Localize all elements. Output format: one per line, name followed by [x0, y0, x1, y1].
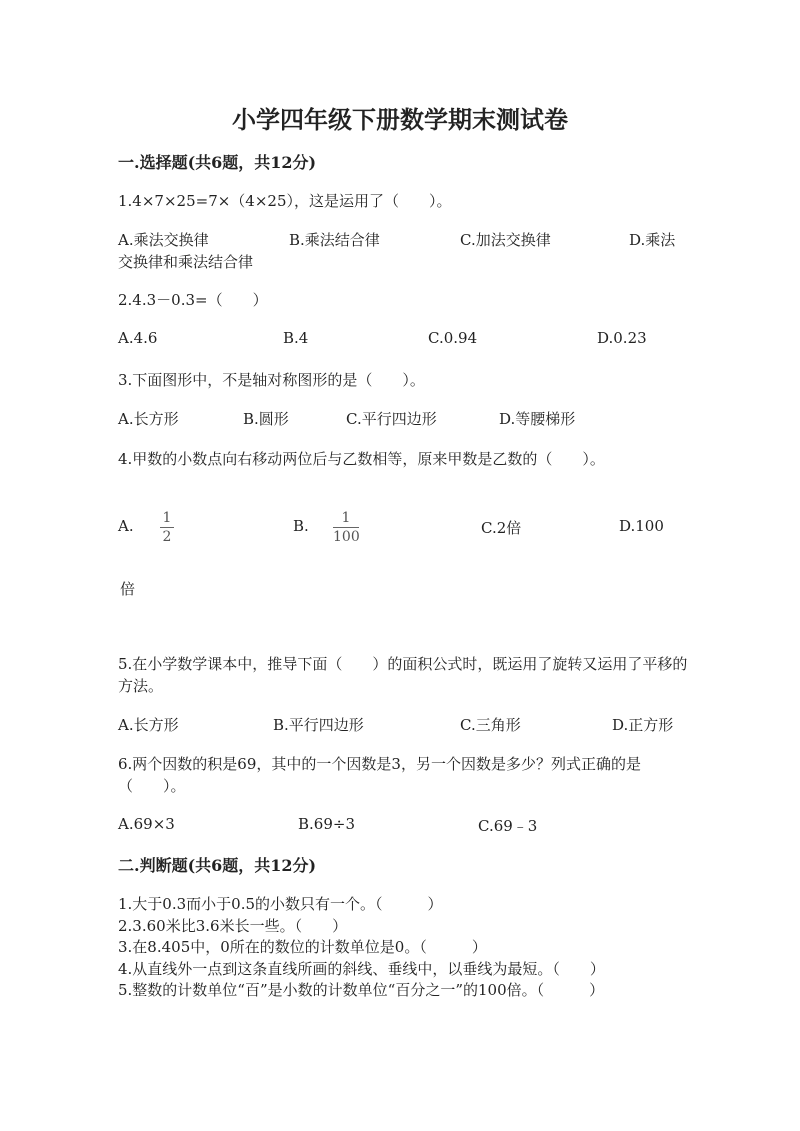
q3-option-b: B.圆形	[243, 410, 289, 428]
judgement-item-2: 2.3.60米比3.6米长一些。（ ）	[118, 917, 348, 935]
q1-option-c: C.加法交换律	[460, 231, 551, 249]
question-2-stem: 2.4.3－0.3=（ ）	[118, 291, 268, 309]
judgement-item-1: 1.大于0.3而小于0.5的小数只有一个。（ ）	[118, 895, 443, 913]
question-4-stem: 4.甲数的小数点向右移动两位后与乙数相等，原来甲数是乙数的（ ）。	[118, 450, 605, 468]
q6-option-c: C.69﹣3	[478, 817, 538, 835]
question-5-stem: 5.在小学数学课本中，推导下面（ ）的面积公式时，既运用了旋转又运用了平移的方法。	[118, 655, 688, 695]
q6-option-a: A.69×3	[118, 815, 175, 833]
q6-option-b: B.69÷3	[298, 815, 355, 833]
q1-option-a: A.乘法交换律	[118, 231, 209, 249]
q4-option-b: B.	[293, 517, 309, 535]
section-heading-choice: 一.选择题(共6题，共12分)	[118, 153, 317, 172]
q3-option-d: D.等腰梯形	[499, 410, 576, 428]
question-1-stem: 1.4×7×25=7×（4×25），这是运用了（ ）。	[118, 192, 452, 210]
q4-fraction-one-hundredth: 1 100	[333, 510, 360, 545]
judgement-item-5: 5.整数的计数单位“百”是小数的计数单位“百分之一”的100倍。（ ）	[118, 981, 605, 999]
question-3-stem: 3.下面图形中，不是轴对称图形的是（ ）。	[118, 371, 425, 389]
q3-option-a: A.长方形	[118, 410, 179, 428]
question-6-stem: 6.两个因数的积是69，其中的一个因数是3，另一个因数是多少？列式正确的是（ ）。	[118, 755, 641, 795]
section-heading-judgement: 二.判断题(共6题，共12分)	[118, 856, 317, 875]
q4-option-c: C.2倍	[481, 519, 522, 537]
q1-option-d: D.乘法	[629, 231, 676, 249]
q2-option-a: A.4.6	[118, 329, 158, 347]
page-title: 小学四年级下册数学期末测试卷	[232, 105, 568, 134]
q5-option-b: B.平行四边形	[273, 716, 364, 734]
judgement-item-4: 4.从直线外一点到这条直线所画的斜线、垂线中，以垂线为最短。（ ）	[118, 960, 605, 978]
q2-option-c: C.0.94	[428, 329, 478, 347]
q2-option-b: B.4	[283, 329, 309, 347]
q5-option-c: C.三角形	[460, 716, 521, 734]
q3-option-c: C.平行四边形	[346, 410, 437, 428]
q5-option-d: D.正方形	[612, 716, 674, 734]
q5-option-a: A.长方形	[118, 716, 179, 734]
q1-option-b: B.乘法结合律	[289, 231, 380, 249]
q2-option-d: D.0.23	[597, 329, 647, 347]
judgement-item-3: 3.在8.405中，0所在的数位的计数单位是0。（ ）	[118, 938, 487, 956]
q4-fraction-one-half: 1 2	[160, 510, 174, 545]
q4-option-d-continued: 倍	[120, 580, 136, 598]
q1-option-d-continued: 交换律和乘法结合律	[118, 253, 254, 271]
q4-option-d: D.100	[619, 517, 664, 535]
q4-option-a: A.	[118, 517, 134, 535]
